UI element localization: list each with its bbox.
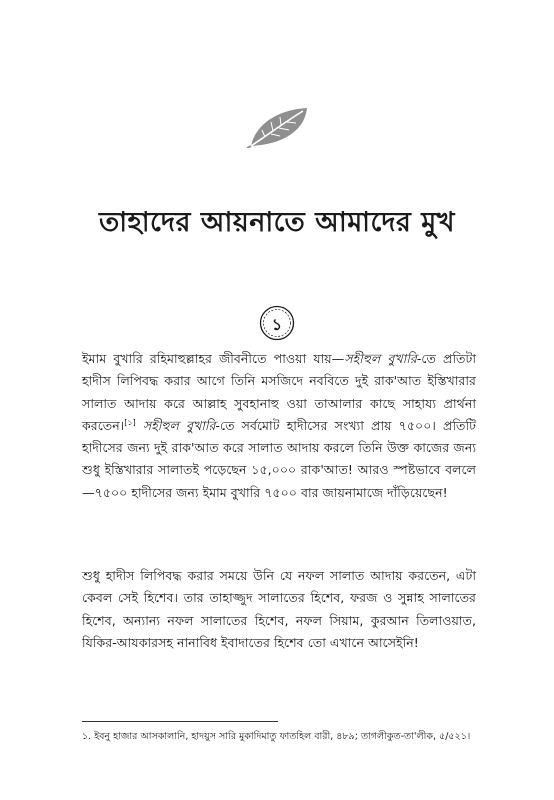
footnote: ১. ইবনু হাজার আসকালানি, হাদয়ুস সারি মুকাদিমাতু ফাতহিল বারী, ৪৮৯; তাগলীকুত-তা'লীক, ৫/৫২১।: [82, 731, 471, 742]
paragraph-1-text: -তে প্রতিটা হাদীস লিপিবদ্ধ করার আগে তিনি মসজিদে নববিতে দুই রাক'আত ইস্তিখারার সালাত আদায় করে আল্লাহ সুবহানাহু ওয়া তাআলার কাছে সাহায্য প্রার্থনা করতেন।: [82, 351, 477, 433]
chapter-number: ১: [271, 315, 283, 334]
book-title-italic: সহীহুল বুখারি: [142, 417, 216, 433]
footnote-reference[interactable]: [১]: [124, 417, 136, 427]
chapter-number-badge: [259, 305, 295, 341]
paragraph-1-text: -তে সর্বমোট হাদীসের সংখ্যা প্রায় ৭৫০০। প্রতিটি হাদীসের জন্য দুই রাক'আত করে সালাত আদায় করলে তিনি উক্ত কাজের জন্য শুধু ইস্তিখারার সালাতই পড়েছেন ১৫,০০০ রাক'আত! আরও স্পষ্টভাবে বললে—৭৫০০ হাদীসের জন্য ইমাম বুখারি ৭৫০০ বার জায়নামাজে দাঁড়িয়েছেন!: [82, 417, 476, 500]
footnote-divider: [82, 721, 278, 722]
chapter-title: তাহাদের আয়নাতে আমাদের মুখ: [98, 207, 456, 238]
book-title-italic: সহীহুল বুখারি: [344, 351, 417, 366]
paragraph-1-text: ইমাম বুখারি রহিমাহুল্লাহর জীবনীতে পাওয়া যায়—: [82, 351, 345, 366]
paragraph-1: [82, 348, 476, 504]
leaf-icon: [245, 106, 311, 148]
paragraph-2: শুধু হাদীস লিপিবদ্ধ করার সময়ে উনি যে নফল সালাত আদায় করতেন, এটা কেবল সেই হিশেব। তার তাহাজ্জুদ সালাতের হিশেব, ফরজ ও সুন্নাহ সালাতের হিশেব, অন্যান্য নফল সালাতের হিশেব, নফল সিয়াম, কুরআন তিলাওয়াত, যিকির-আযকারসহ নানাবিধ ইবাদাতের হিশেব তো এখানে আসেইনি!: [82, 568, 476, 650]
